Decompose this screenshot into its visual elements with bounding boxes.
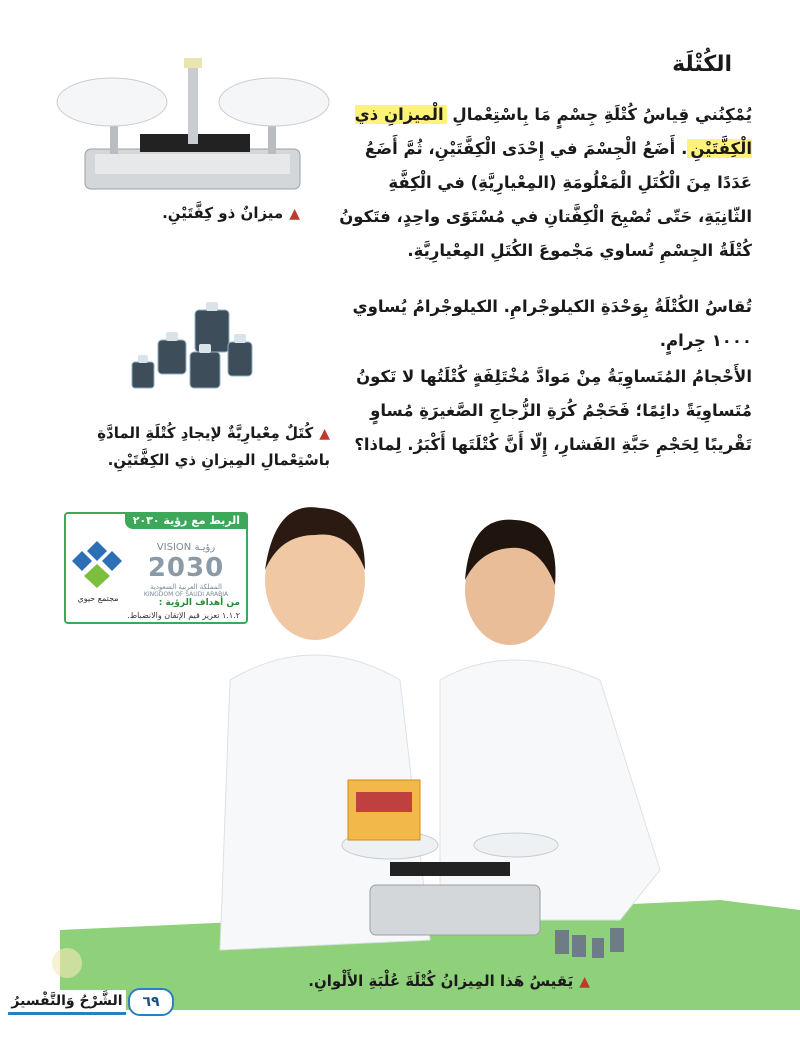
paragraph-kilogram: تُقاسُ الكُتْلَةُ بِوَحْدَةِ الكيلوجْرامِ. الكيلوجْرامُ يُساوي ١٠٠٠ جِرامٍ. <box>352 297 752 350</box>
caption-photo-text: يَقيسُ هَذا المِيزانُ كُتْلَةَ عُلْبَةِ الأَلْوانِ. <box>308 972 574 990</box>
page-title: الكُتْلَة <box>672 52 732 77</box>
caption-weights-text: كُتَلٌ مِعْيارِيَّةٌ لإيجادِ كُتْلَةِ المادَّةِ باسْتِعْمالِ المِيزانِ ذي الكِفَّتَيْنِ. <box>97 424 330 469</box>
book-name: الشَّرْحُ وَالتَّفْسيرُ <box>8 990 126 1015</box>
vision-2030-logo <box>136 542 236 598</box>
vision-year: 2030 <box>147 553 225 583</box>
balance-scale-image <box>50 54 335 200</box>
caption-weights <box>60 420 330 473</box>
caption-balance <box>100 200 300 227</box>
kingdom-arabic: المملكة العربية السعودية <box>150 583 222 591</box>
page-number: ٦٩ <box>128 988 174 1016</box>
caption-photo <box>230 968 590 995</box>
paragraph-balance-intro <box>332 98 752 268</box>
vision-header: الربط مع رؤية ٢٠٣٠ <box>125 512 248 529</box>
kingdom-english: KINGDOM OF SAUDI ARABIA <box>143 591 229 598</box>
vision-word: VISION رؤيـة <box>156 542 216 553</box>
caption-balance-text: ميزانٌ ذو كِفَّتَيْنِ. <box>162 204 284 222</box>
emblem-label: مجتمع حيوي <box>77 594 119 603</box>
publisher-mark-icon <box>50 946 84 980</box>
paragraph1-rest: . أَضَعُ الْجِسْمَ في إِحْدَى الْكِفَّتَيْنِ، ثُمَّ أَضَعُ عَدَدًا مِنَ الْكُتَلِ الْمَعْلُومَةِ (المِعْيارِيَّةِ) في الْكِفَّةِ الثّانِيَةِ، حَتّى تُصْبِحَ الْكِفَّتانِ في مُسْتَوًى واحِدٍ، فتَكونُ كُتْلَةُ الجِسْمِ تُساوي مَجْموعَ الكُتَلِ المِعْيارِيَّةِ. <box>339 139 752 260</box>
triangle-marker-icon: ▲ <box>289 206 300 222</box>
paragraph-volume-mass: الأَحْجامُ المُتَساوِيَةُ مِنْ مَوادَّ مُخْتَلِفَةٍ كُتْلَتُها لا تَكونُ مُتَساوِيَةً دائِمًا؛ فَحَجْمُ كُرَةِ الزُّجاجِ الصَّغيرَةِ مُساوٍ تَقْريبًا لِحَجْمِ حَبَّةِ الفَشارِ، إِلّا أَنَّ كُتْلَتَها أَكْبَرُ. لِماذا؟ <box>354 367 752 454</box>
vision-goal-title: من أهداف الرؤية : <box>158 598 240 608</box>
triangle-marker-icon: ▲ <box>319 426 330 442</box>
triangle-marker-icon: ▲ <box>579 974 590 990</box>
vision-goal-text: ١.١.٢ تعزيز قيم الإتقان والانضباط. <box>127 611 240 620</box>
standard-weights-image <box>120 300 270 395</box>
vibrant-society-emblem-icon <box>72 536 122 591</box>
highlighted-term: الْميزانِ ذي الْكِفَّتَيْنِ <box>354 105 752 158</box>
paragraph1-start: يُمْكِنُني قِياسُ كُتْلَةِ جِسْمٍ مَا بِاسْتِعْمالِ <box>446 105 752 124</box>
vision-2030-box <box>64 512 248 624</box>
